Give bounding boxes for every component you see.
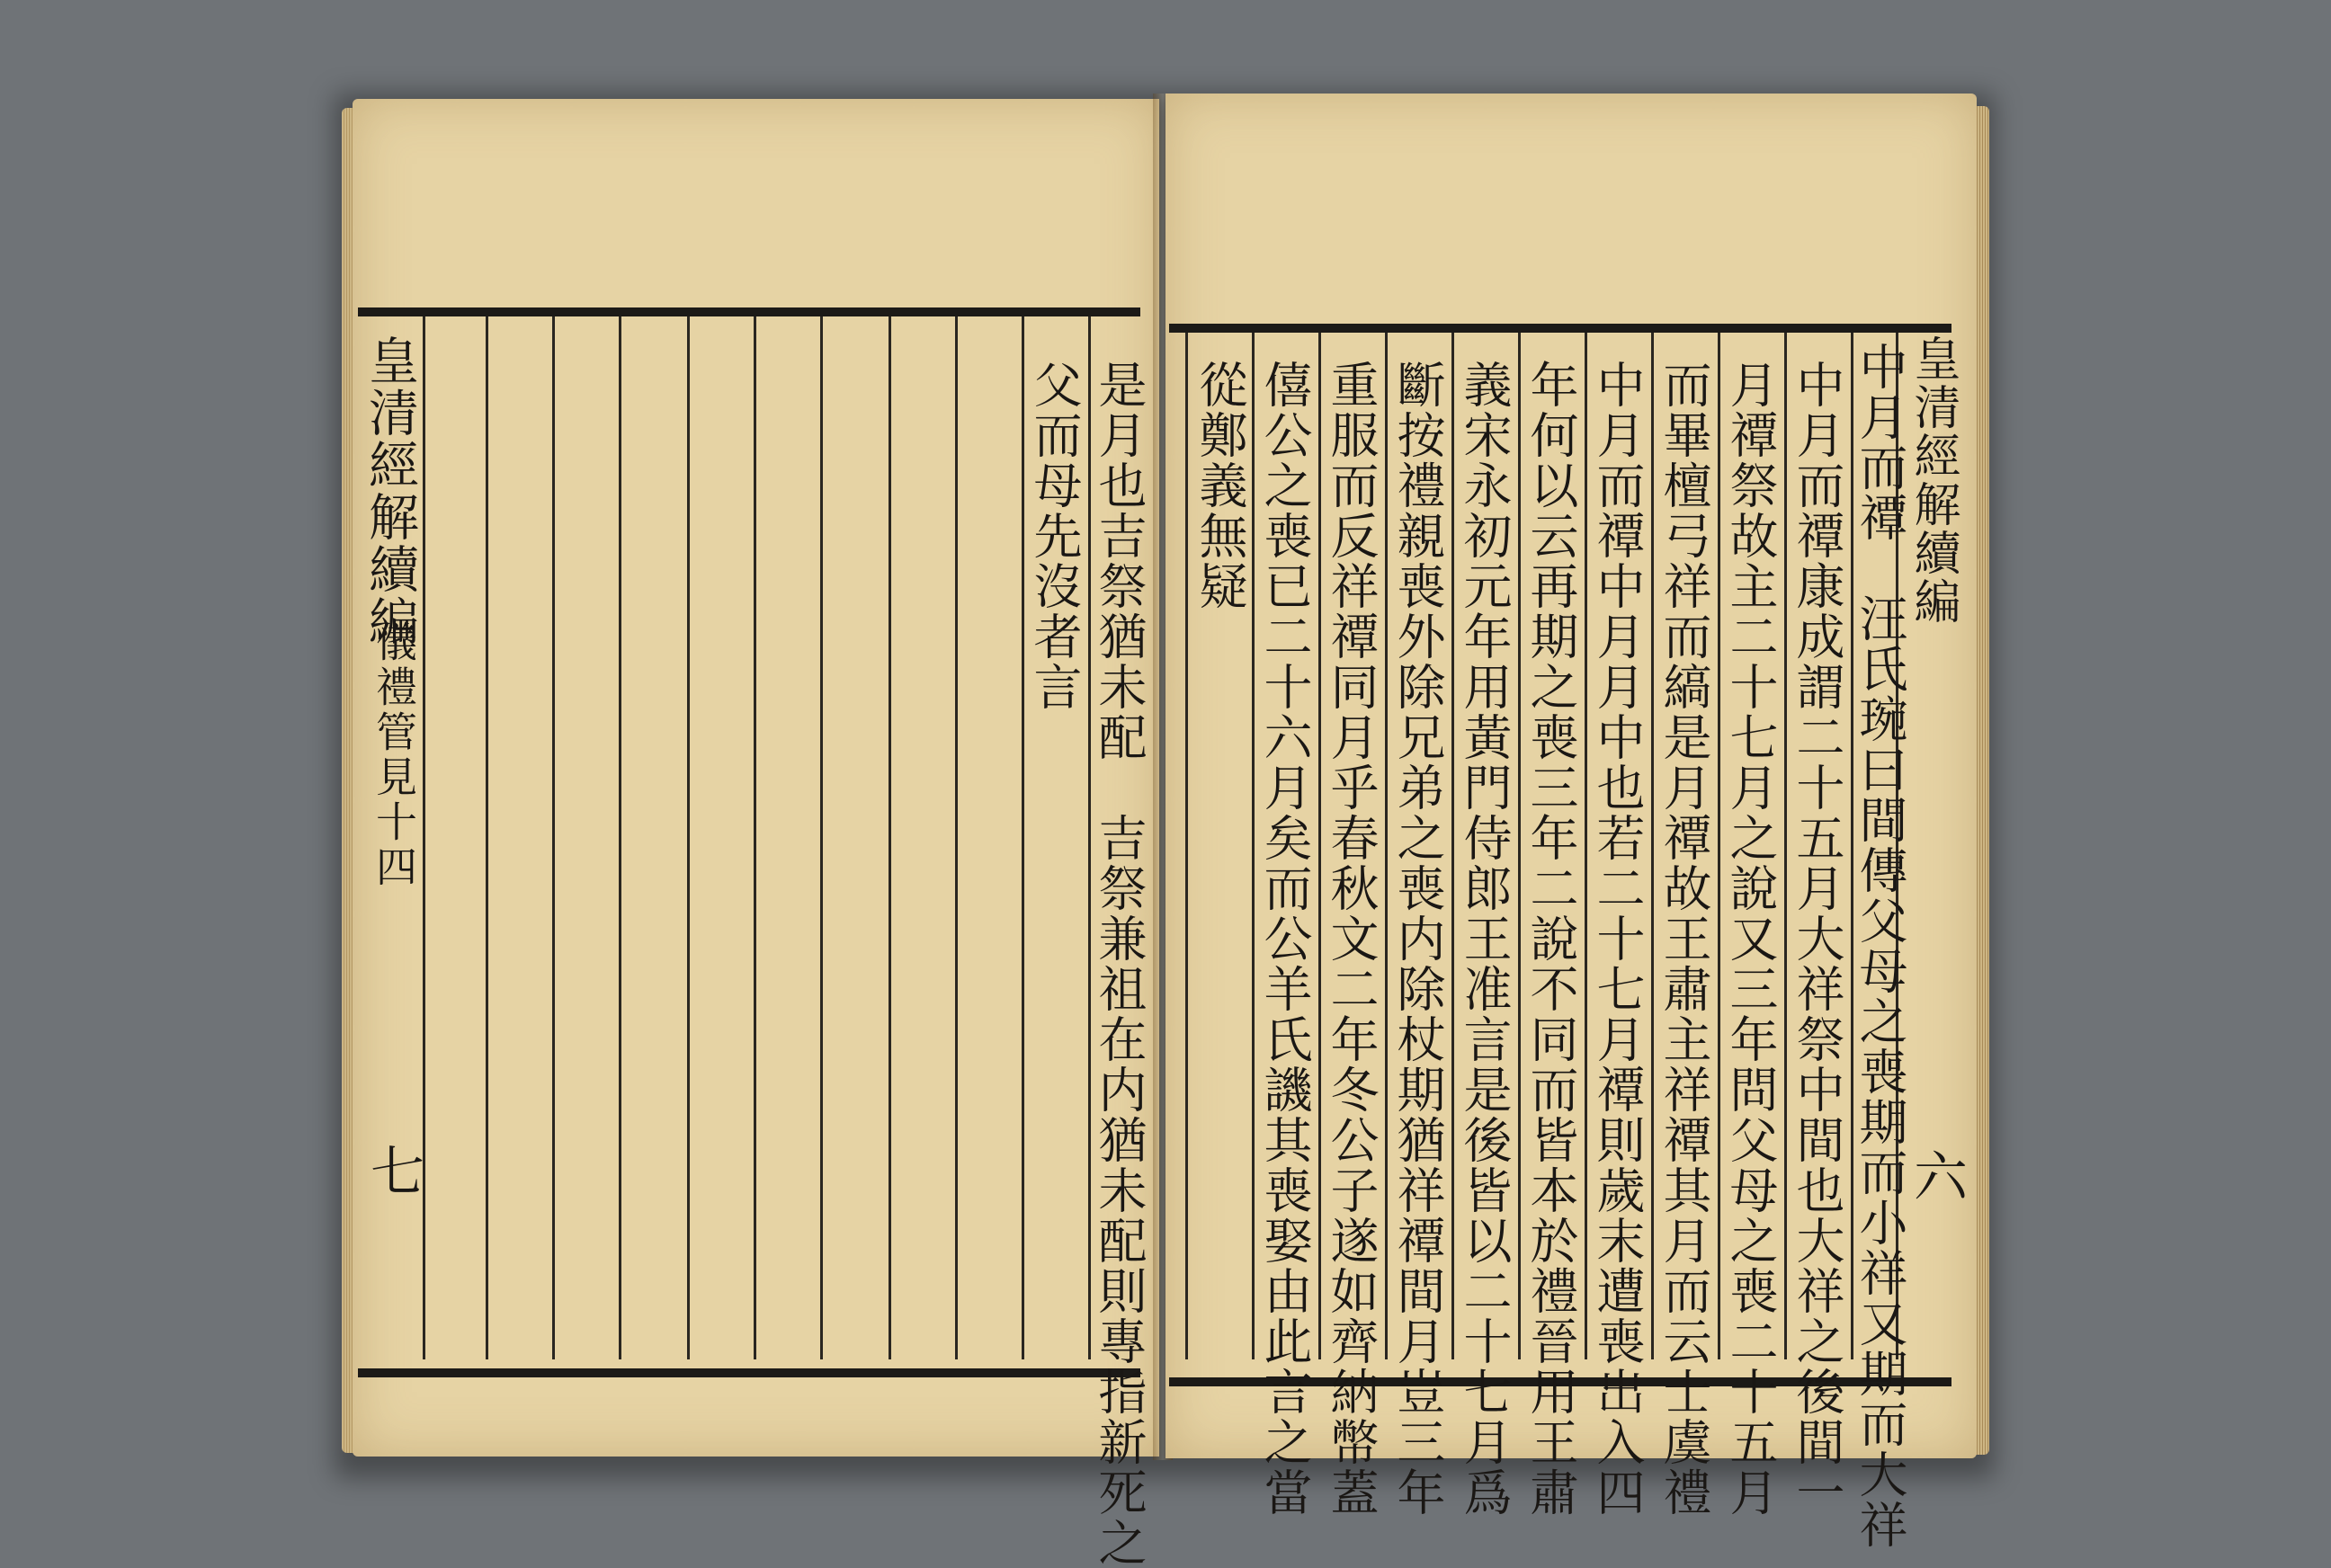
right-margin-title: 皇清經解續編	[1906, 334, 1960, 626]
column-rule	[1185, 333, 1188, 1359]
text-column: 重服而反祥禫同月乎春秋文二年冬公子遂如齊納幣蓋	[1323, 360, 1380, 1518]
column-rule	[889, 316, 891, 1359]
text-column: 父而母先沒者言	[1026, 360, 1083, 712]
column-rule	[754, 316, 756, 1359]
text-column: 月禫祭故主二十七月之說又三年問父母之喪二十五月	[1722, 360, 1779, 1518]
column-rule	[552, 316, 555, 1359]
column-rule	[1022, 316, 1024, 1359]
left-margin-title: 皇清經解續編	[361, 334, 419, 647]
text-column: 斷按禮親喪外除兄弟之喪内除杖期猶祥禫間月豈三年	[1389, 360, 1446, 1518]
column-rule	[619, 316, 621, 1359]
column-rule	[1451, 333, 1454, 1359]
column-rule	[486, 316, 488, 1359]
left-margin-subtitle: 儀禮管見十四	[370, 620, 418, 890]
column-rule	[1585, 333, 1587, 1359]
text-column: 年何以云再期之喪三年二說不同而皆本於禮晉用王肅	[1523, 360, 1579, 1518]
text-column: 義宋永初元年用黃門侍郎王准言是後皆以二十七月爲	[1456, 360, 1513, 1518]
column-rule	[1718, 333, 1720, 1359]
column-rule	[1385, 333, 1388, 1359]
text-column: 是月也吉祭猶未配 吉祭兼祖在内猶未配則專指新死之	[1091, 360, 1148, 1568]
column-rule	[1252, 333, 1255, 1359]
text-column: 中月而禫康成謂二十五月大祥祭中間也大祥之後間一	[1789, 360, 1845, 1518]
column-rule	[820, 316, 823, 1359]
column-rule	[1784, 333, 1787, 1359]
text-column: 中月而禫 汪氏琬曰間傳父母之喪期而小祥又期而大祥	[1852, 342, 1908, 1550]
text-column: 而畢檀弓祥而縞是月禫故王肅主祥禫其月而云士虞禮	[1656, 360, 1712, 1518]
right-page-number: 六	[1914, 1146, 1968, 1209]
column-rule	[1651, 333, 1654, 1359]
left-page-number: 七	[371, 1141, 424, 1204]
text-column: 中月而禫中月月中也若二十七月禫則歲末遭喪出入四	[1589, 360, 1646, 1518]
column-rule	[1318, 333, 1321, 1359]
column-rule	[687, 316, 690, 1359]
text-column: 從鄭義無疑	[1192, 360, 1248, 611]
column-rule	[955, 316, 958, 1359]
text-column: 僖公之喪已二十六月矣而公羊氏譏其喪娶由此言之當	[1256, 360, 1313, 1518]
column-rule	[1518, 333, 1521, 1359]
